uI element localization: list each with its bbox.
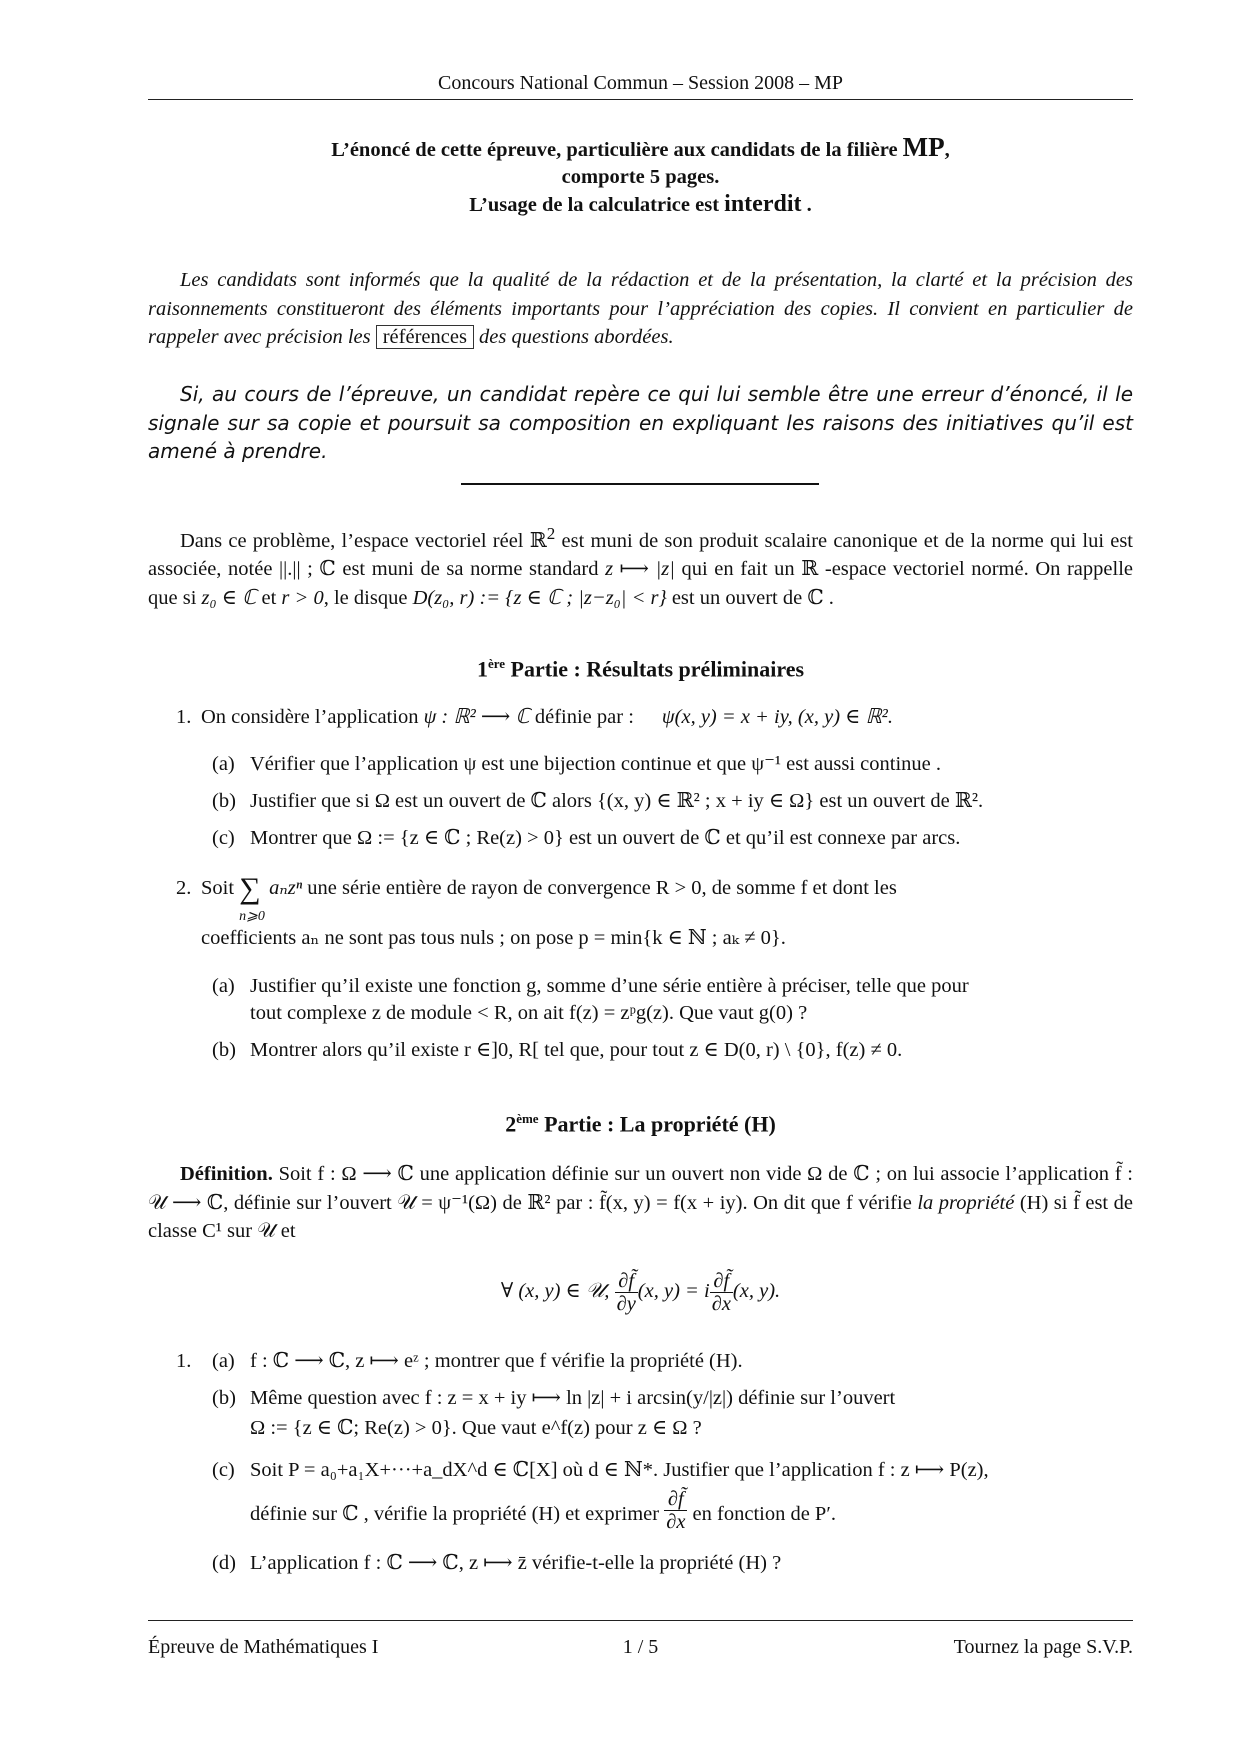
footer-subject: Épreuve de Mathématiques I (148, 1636, 379, 1658)
question-1-statement: On considère l’application ψ : ℝ² ⟶ ℂ définie par : ψ(x, y) = x + iy, (x, y) ∈ ℝ². (201, 706, 893, 728)
df-dy-fraction: $\frac{\partial f̃}{\partial y}$ (616, 1270, 636, 1315)
intro-line-2: comporte 5 pages. (561, 166, 720, 188)
problem-statement: Dans ce problème, l’espace vectoriel réel ℝ$^2$ est muni de son produit scalaire canonique et de la norme qui lui est associée, notée ||.|| ; ℂ est muni de sa norme standard z ⟼ |z| qui en fait un ℝ -espace vectoriel normé. On rappelle que si z₀ ∈ ℂ et r > 0, le disque D(z₀, r) := {z ∈ ℂ ; |z−z₀| < r} est un ouvert de ℂ . (148, 524, 1133, 609)
header-rule (148, 99, 1133, 100)
exam-intro (148, 134, 1133, 219)
turn-page-note: Tournez la page S.V.P. (953, 1636, 1133, 1658)
question-2-line-1: Soit ∑ n⩾0 aₙzⁿ une série entière de rayon de convergence R > 0, de somme f et dont les (201, 872, 897, 924)
part2-title: 2ème Partie : La propriété (H) (505, 1111, 776, 1137)
sum-symbol: ∑ n⩾0 (239, 872, 265, 924)
intro-line-1: L’énoncé de cette épreuve, particulière aux candidats de la filière MP, (331, 132, 950, 162)
notice-paragraph-2: Si, au cours de l’épreuve, un candidat repère ce qui lui semble être une erreur d’énoncé, il le signale sur sa copie et poursuit sa composition en expliquant les raisons des initiatives qu’il est amené à prendre. (148, 382, 1133, 463)
part2-question-1a: f : ℂ ⟶ ℂ, z ⟼ eᶻ ; montrer que f vérifie la propriété (H). (250, 1350, 743, 1372)
definition-paragraph: Définition. Soit f : Ω ⟶ ℂ une application définie sur un ouvert non vide Ω de ℂ ; on lui associe l’application f̃ : 𝒰 ⟶ ℂ, définie sur l’ouvert 𝒰 = ψ⁻¹(Ω) de ℝ² par : f̃(x, y) = f(x + iy). On dit que f vérifie la propriété (H) si f̃ est de classe C¹ sur 𝒰 et (148, 1163, 1133, 1242)
df-dx-fraction: $\frac{\partial f̃}{\partial x}$ (711, 1270, 731, 1315)
separator-line (461, 483, 819, 485)
exam-page: Concours National Commun – Session 2008 – MP L’énoncé de cette épreuve, particulière aux candidats de la filière MP, comporte 5 pages. L’usage de la calculatrice est interdit . Les candidats sont informés que la qualité de la rédaction et de la présentation, la clarté et la précision des raisonnements constitueront des éléments importants pour l’appréciation des copies. Il convient en particulier de rappeler avec précision les références des questions abordées. Si, au cours de l’épreuve, un candidat repère ce qui lui semble être une erreur d’énoncé, il le signale sur sa copie et poursuit sa composition en expliquant les raisons des initiatives qu’il est amené à prendre. Dans ce problème, l’espace vectoriel réel ℝ$^2$ est muni de son produit scalaire canonique et de la norme qui lui est associée, notée ||.|| ; ℂ est muni de sa norme standard z ⟼ |z| qui en fait un ℝ -espace vectoriel normé. On rappelle que si z₀ ∈ ℂ et r > 0, le disque D(z₀, r) := {z ∈ ℂ ; |z−z₀| < r} est un ouvert de ℂ . 1ère Partie : Résultats préliminaires 1. On considère l’application ψ : ℝ² ⟶ ℂ définie par : ψ(x, y) = x + iy, (x, y) ∈ ℝ². (a) Vérifier que l’application ψ est une bijection continue et que ψ⁻¹ est aussi continue . (b) Justifier que si Ω est un ouvert de ℂ alors {(x, y) ∈ ℝ² ; x + iy ∈ Ω} est un ouvert de ℝ². (c) Montrer que Ω := {z ∈ ℂ ; Re(z) > 0} est un ouvert de ℂ et qu’il est connexe par arcs. 2. Soit ∑ n⩾0 aₙzⁿ une série entière de rayon de convergence R > 0, de somme f et dont les coefficients aₙ ne sont pas tous nuls ; on pose p = min{k ∈ ℕ ; aₖ ≠ 0}. (a) Justifier qu’il existe une fonction g, somme d’une série entière à préciser, telle que pour tout complexe z de module < R, on ait f(z) = zᵖg(z). Que vaut g(0) ? (b) Montrer alors qu’il existe r ∈]0, R[ tel que, pour tout z ∈ D(0, r) \ {0}, f(z) ≠ 0. 2ème Partie : La propriété (H) Définition. Soit f : Ω ⟶ ℂ une application définie sur un ouvert non vide Ω de ℂ ; on lui associe l’application f̃ : 𝒰 ⟶ ℂ, définie sur l’ouvert 𝒰 = ψ⁻¹(Ω) de ℝ² par : f̃(x, y) = f(x + iy). On dit que f vérifie la propriété (H) si f̃ est de classe C¹ sur 𝒰 et ∀ (x, y) ∈ 𝒰, $\frac{\partial f̃}{\partial y}$ (x, y) = i $\frac{\partial f̃}{\partial x}$ (x, y). 1. (a) f : ℂ ⟶ ℂ, z ⟼ eᶻ ; montrer que f vérifie la propriété (H). (b) Même question avec f : z = x + iy ⟼ ln |z| + i arcsin(y/|z|) définie sur l’ouvert Ω := {z ∈ ℂ; Re(z) > 0}. Que vaut e^f(z) pour z ∈ Ω ? (c) Soit P = a₀+a₁X+···+a_dX^d ∈ ℂ[X] où d ∈ ℕ*. Justifier que l’application f : z ⟼ P(z), définie sur ℂ , vérifie la propriété (H) et exprimer $\frac{\partial f̃}{\partial x}$ en fonction de P′. (d) L’application f : ℂ ⟶ ℂ, z ⟼ z̄ vérifie-t-elle la propriété (H) ? Épreuve de Mathématiques I 1 / 5 Tournez la page S.V.P. (148, 72, 1133, 1658)
part1-title: 1ère Partie : Résultats préliminaires (476, 656, 805, 682)
interdit-word: interdit (724, 191, 802, 217)
intro-line-3: L’usage de la calculatrice est interdit . (469, 191, 812, 217)
page-header: Concours National Commun – Session 2008 – MP (437, 72, 843, 94)
definition-label: Définition. (180, 1163, 273, 1185)
property-h-formula: ∀ (x, y) ∈ 𝒰, $\frac{\partial f̃}{\partial y}$ (x, y) = i $\frac{\partial f̃}{\partial x}$ (x, y). (500, 1270, 781, 1315)
references-box: références (376, 325, 474, 349)
notice-paragraph-1: Les candidats sont informés que la qualité de la rédaction et de la présentation, la clarté et la précision des raisonnements constitueront des éléments importants pour l’appréciation des copies. Il convient en particulier de rappeler avec précision les références des questions abordées. (148, 269, 1133, 348)
filiere-mp: MP (902, 132, 945, 162)
page-number: 1 / 5 (622, 1636, 659, 1658)
df-dx-fraction-inline: $\frac{\partial f̃}{\partial x}$ (666, 1488, 686, 1533)
question-2-line-2: coefficients aₙ ne sont pas tous nuls ; on pose p = min{k ∈ ℕ ; aₖ ≠ 0}. (201, 927, 786, 949)
footer-rule (148, 1620, 1133, 1621)
